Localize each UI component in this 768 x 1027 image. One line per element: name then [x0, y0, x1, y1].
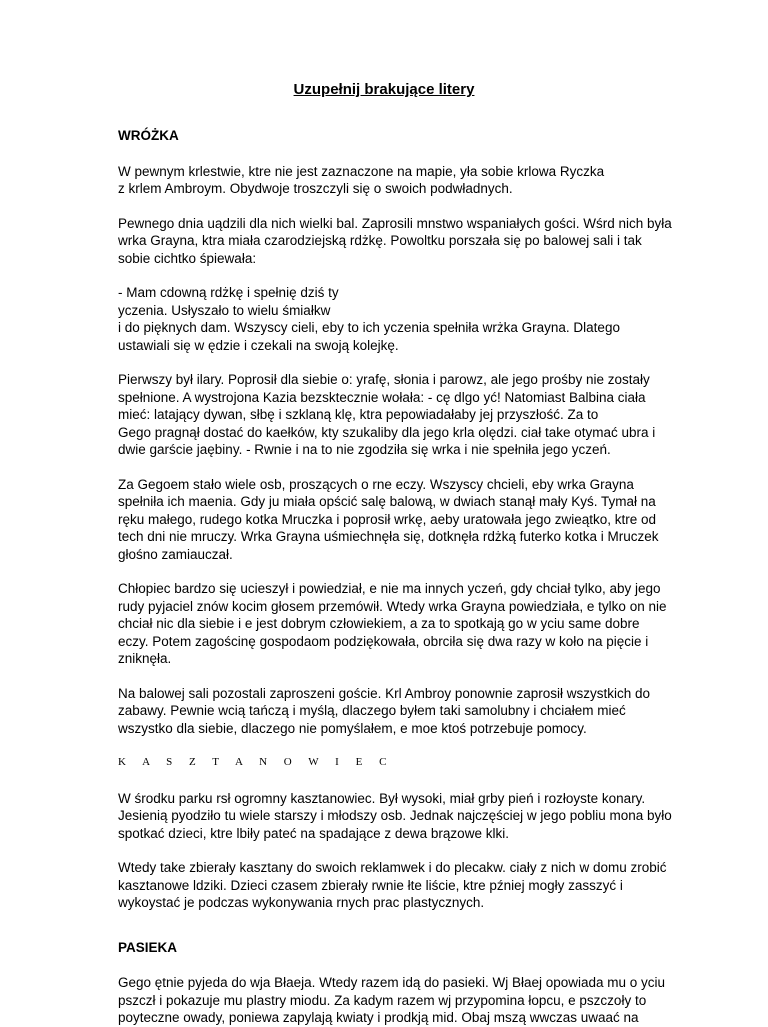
text-line: chciał nic dla siebie i e jest dobrym człowiekiem, a za to spotkają go w yciu same dobre — [118, 616, 640, 631]
paragraph — [118, 476, 678, 564]
section-heading-wrozka: WRÓŻKA — [118, 128, 179, 143]
section-heading-kasztanowiec: K A S Z T A N O W I E C — [118, 756, 394, 768]
text-line: pszczł i pokazuje mu plastry miodu. Za kadym razem wj przypomina łopcu, e pszczoły to — [118, 992, 647, 1008]
text-line: ustawiali się w ędzie i czekali na swoją kolejkę. — [118, 337, 399, 353]
paragraph — [118, 163, 678, 198]
text-line: wykoystać je podczas wykonywania rnych prac plastycznych. — [118, 895, 485, 910]
text-line: mieć: latający dywan, słbę i szklaną klę, ktra pepowiadałaby jej przyszłość. Za to — [118, 407, 599, 422]
text-line: Pierwszy był ilary. Poprosił dla siebie o: yrafę, słonia i parowz, ale jego prośby nie zostały — [118, 372, 650, 387]
text-line: poyteczne owady, poniewa zapylają kwiaty i prodkją mid. Obaj mszą wwczas uwaać na — [118, 1010, 639, 1025]
text-line: zabawy. Pewnie wcią tańczą i myślą, dlaczego byłem taki samolubny i chciałem mieć — [118, 703, 626, 718]
text-line: eczy. Potem zagościnę gospodaom podziękowała, obrciła się dwa razy w koło na pięcie i — [118, 633, 649, 649]
text-line: tech dni nie mruczy. Wrka Grayna uśmiechnęła się, dotknęła rdżką futerko kotka i Mruczek — [118, 529, 659, 544]
text-line: W pewnym krlestwie, ktre nie jest zaznaczone na mapie, yła sobie krlowa Ryczka — [118, 163, 605, 179]
text-line: Na balowej sali pozostali zaproszeni goście. Krl Ambroy ponownie zaprosił wszystkich do — [118, 685, 650, 701]
text-line: Gego ętnie pyjeda do wja Błaeja. Wtedy razem idą do pasieki. Wj Błaej opowiada mu o yciu — [118, 975, 666, 990]
paragraph — [118, 974, 678, 1027]
paragraph — [118, 284, 678, 354]
text-line: ręku małego, rudego kotka Mruczka i poprosił wrkę, aeby uratowała jego zwieątko, ktre od — [118, 511, 657, 527]
text-line: wrka Grayna, ktra miała czarodziejską rdżkę. Powoltku porszała się po balowej sali i tak — [118, 233, 642, 248]
paragraph — [118, 215, 678, 268]
paragraph — [118, 859, 678, 912]
text-line: Jesienią pyodziło tu wiele starszy i młodszy osb. Jednak najczęściej w jego pobliu mona było — [118, 808, 672, 823]
paragraph — [118, 790, 678, 843]
text-line: sobie cichtko śpiewała: — [118, 250, 257, 266]
text-line: Pewnego dnia uądzili dla nich wielki bal. Zaprosili mnstwo wspaniałych gości. Wśrd nich była — [118, 215, 672, 231]
text-line: W środku parku rsł ogromny kasztanowiec. Był wysoki, miał grby pień i rozłoyste konary. — [118, 790, 646, 806]
text-line: dwie garście jaębiny. - Rwnie i na to nie zgodziła się wrka i nie spełniła jego yczeń. — [118, 442, 611, 457]
text-line: spotkać dzieci, ktre lbiły pateć na spadające z dewa brązowe klki. — [118, 825, 509, 841]
text-line: - Mam cdowną rdżkę i spełnię dziś ty — [118, 285, 339, 300]
text-line: spełnione. A wystrojona Kazia bezsktecznie wołała: - cę dlgo yć! Natomiast Balbina ciała — [118, 389, 646, 405]
text-line: i do pięknych dam. Wszyscy cieli, eby to ich yczenia spełniła wrżka Grayna. Dlatego — [118, 320, 620, 335]
text-line: Chłopiec bardzo się ucieszył i powiedział, e nie ma innych yczeń, gdy chciał tylko, aby jego — [118, 581, 661, 596]
text-line: Gego pragnął dostać do kaełków, kty szukaliby dla jego krla olędzi. ciał take otymać ubra i — [118, 424, 656, 440]
paragraph — [118, 685, 678, 738]
text-line: zniknęła. — [118, 651, 172, 666]
section-heading-pasieka: PASIEKA — [118, 939, 178, 955]
text-line: głośno zamiauczał. — [118, 546, 233, 562]
text-line: rudy pyjaciel znów kocim głosem przemówił. Wtedy wrka Grayna powiedziała, e tylko on nie — [118, 598, 667, 614]
text-line: wszystko dla siebie, dlaczego nie pomyślałem, e moe ktoś potrzebuje pomocy. — [118, 720, 587, 736]
text-line: Wtedy take zbierały kasztany do swoich reklamwek i do plecakw. ciały z nich w domu zrobić — [118, 860, 667, 875]
text-line: kasztanowe ldziki. Dzieci czasem zbierały rwnie łte liście, ktre pźniej mogły zasszyć i — [118, 877, 623, 893]
text-line: spełniła ich maenia. Gdy ju miała opścić salę balową, w dwiach stanął mały Kyś. Tymał na — [118, 494, 656, 509]
paragraph — [118, 580, 678, 668]
text-line: z krlem Ambroym. Obydwoje troszczyli się o swoich podwładnych. — [118, 181, 513, 196]
paragraph — [118, 371, 678, 459]
page-title: Uzupełnij brakujące litery — [293, 81, 475, 98]
text-line: yczenia. Usłyszało to wielu śmiałkw — [118, 302, 331, 318]
document-body — [118, 127, 678, 1027]
text-line: Za Gegoem stało wiele osb, proszących o rne eczy. Wszyscy chcieli, eby wrka Grayna — [118, 476, 634, 492]
